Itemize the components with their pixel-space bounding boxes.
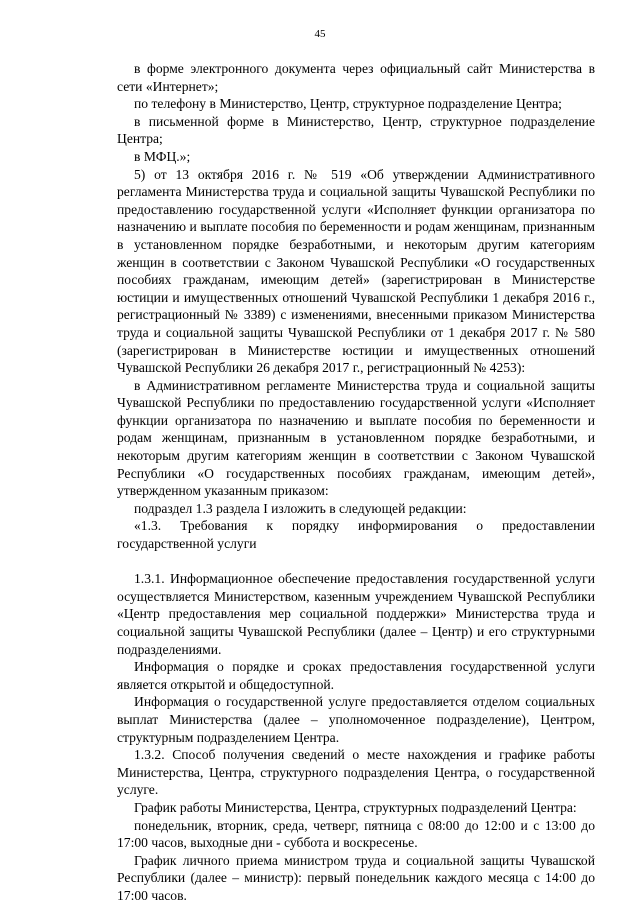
paragraph: Информация о государственной услуге предоставляется отделом социальных выплат Министерства (далее – уполномоченное подразделение), Центром, структурным подразделением Центра. <box>117 694 595 745</box>
paragraph: График личного приема министром труда и социальной защиты Чувашской Республики (далее – министр): первый понедельник каждого месяца с 14:00 до 17:00 часов. <box>117 852 595 903</box>
paragraph: в Административном регламенте Министерства труда и социальной защиты Чувашской Республики по предоставлению государственной услуги «Исполняет функции организатора по назначению и выплате пособия по беременности и родам женщинам, признанным в установленном порядке безработными, и некоторым другим категориям женщин в соответствии с Законом Чувашской Республики «О государственных пособиях гражданам, имеющим детей», утвержденном указанным приказом: <box>117 377 595 499</box>
document-body <box>117 60 595 905</box>
paragraph: 5) от 13 октября 2016 г. № 519 «Об утверждении Административного регламента Министерства труда и социальной защиты Чувашской Республики по предоставлению государственной услуги «Исполняет функции организатора по назначению и выплате пособия по беременности и родам женщинам, признанным в установленном порядке безработными, и некоторым другим категориям женщин в соответствии с Законом Чувашской Республики «О государственных пособиях гражданам, имеющим детей» (зарегистрирован в Министерстве юстиции и имущественных отношений Чувашской Республики 1 декабря 2016 г., регистрационный № 3389) с изменениями, внесенными приказом Министерства труда и социальной защиты Чувашской Республики от 1 декабря 2017 г. № 580 (зарегистрирован в Министерстве юстиции и имущественных отношений Чувашской Республики 26 декабря 2017 г., регистрационный № 4253): <box>117 166 595 376</box>
paragraph: в письменной форме в Министерство, Центр, структурное подразделение Центра; <box>117 113 595 147</box>
paragraph: Информация о порядке и сроках предоставления государственной услуги является открытой и общедоступной. <box>117 659 595 692</box>
paragraph: 1.3.2. Способ получения сведений о месте нахождения и графике работы Министерства, Центра, структурного подразделения Центра, о государственной услуге. <box>117 747 595 798</box>
section-heading: «1.3. Требования к порядку информирования о предоставлении государственной услуги <box>117 518 595 552</box>
paragraph: понедельник, вторник, среда, четверг, пятница с 08:00 до 12:00 и с 13:00 до 17:00 часов, выходные дни - суббота и воскресенье. <box>117 817 595 851</box>
paragraph: в форме электронного документа через официальный сайт Министерства в сети «Интернет»; <box>117 61 595 94</box>
paragraph: 1.3.1. Информационное обеспечение предоставления государственной услуги осуществляется Министерством, казенным учреждением Чувашской Республики «Центр предоставления мер социальной поддержки» Министерства труда и социальной защиты Чувашской Республики (далее – Центр) и его структурными подразделениями. <box>117 571 595 657</box>
paragraph: в МФЦ.»; <box>134 148 191 164</box>
paragraph: подраздел 1.3 раздела I изложить в следующей редакции: <box>134 500 467 516</box>
paragraph: График работы Министерства, Центра, структурных подразделений Центра: <box>134 799 577 815</box>
paragraph: по телефону в Министерство, Центр, структурное подразделение Центра; <box>134 96 562 112</box>
page-number: 45 <box>314 28 326 40</box>
